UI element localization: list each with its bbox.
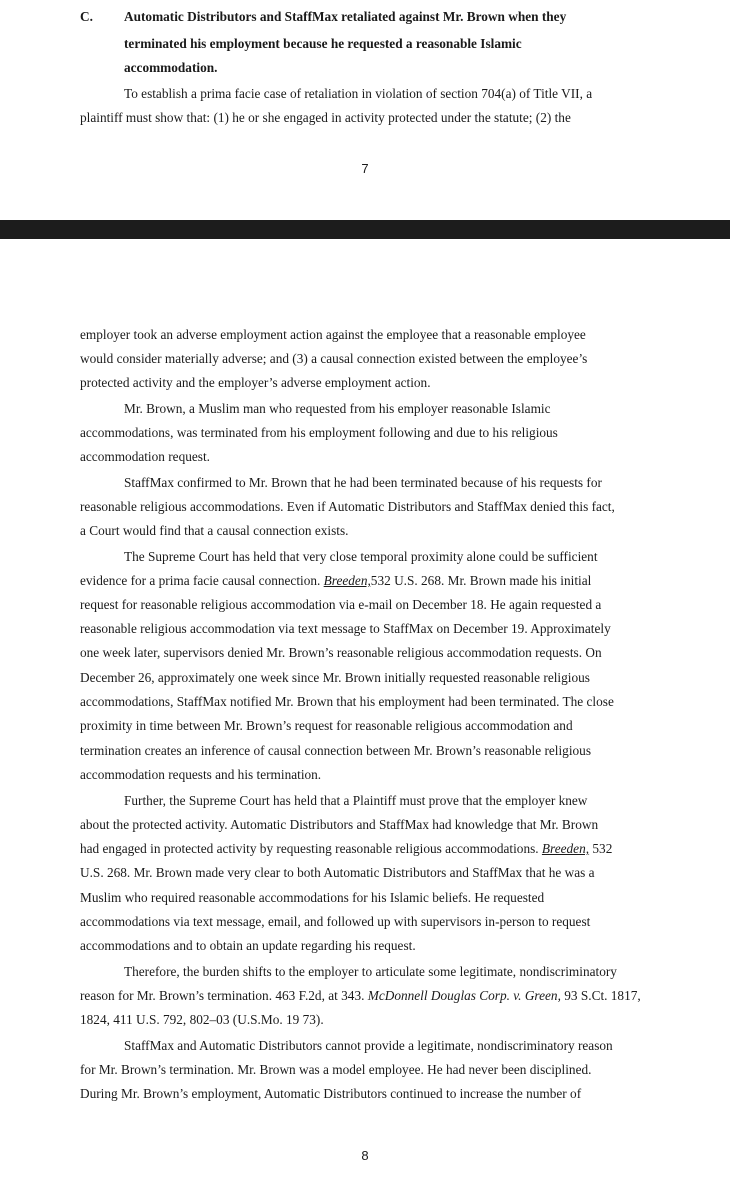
heading-line-1: Automatic Distributors and StaffMax retaliated against Mr. Brown when they [124,9,567,24]
body-line: plaintiff must show that: (1) he or she engaged in activity protected under the statute; (2) the [80,110,571,125]
body-line: accommodation requests and his termination. [80,767,322,782]
body-text: 532 U.S. 268. Mr. Brown made his initial [370,573,592,588]
body-line: To establish a prima facie case of retaliation in violation of section 704(a) of Title VII, a [124,86,593,101]
body-line: protected activity and the employer’s adverse employment action. [80,375,431,390]
body-line: StaffMax and Automatic Distributors cannot provide a legitimate, nondiscriminatory reason [124,1038,613,1053]
body-line: U.S. 268. Mr. Brown made very clear to both Automatic Distributors and StaffMax that he was a [80,865,595,880]
body-line: proximity in time between Mr. Brown’s request for reasonable religious accommodation and [80,718,573,733]
body-line: would consider materially adverse; and (3) a causal connection existed between the employee’s [80,351,588,366]
body-line: accommodation request. [80,449,210,464]
page-number: 7 [361,161,369,176]
body-line-with-citation [80,988,641,1004]
body-line: accommodations, was terminated from his employment following and due to his religious [80,425,558,440]
heading-line-3: accommodation. [124,60,218,75]
body-line: Muslim who required reasonable accommodations for his Islamic beliefs. He requested [80,890,545,905]
body-text: evidence for a prima facie causal connection. [80,573,321,588]
body-line: December 26, approximately one week since Mr. Brown initially requested reasonable religious [80,670,590,685]
body-line: accommodations, StaffMax notified Mr. Brown that his employment had been terminated. The close [80,694,614,709]
page-number: 8 [361,1148,369,1163]
body-line: for Mr. Brown’s termination. Mr. Brown was a model employee. He had never been disciplined. [80,1062,592,1077]
page-7 [0,0,730,220]
body-line-with-citation [80,841,612,857]
body-line: one week later, supervisors denied Mr. Brown’s reasonable religious accommodation requests. On [80,645,602,660]
case-citation: McDonnell Douglas Corp. v. Green, [367,988,561,1003]
body-line: request for reasonable religious accommodation via e-mail on December 18. He again requested a [80,597,602,612]
body-line-with-citation [80,573,591,589]
page-divider [0,220,730,239]
body-line: During Mr. Brown’s employment, Automatic Distributors continued to increase the number of [80,1086,582,1101]
body-text: 93 S.Ct. 1817, [564,988,641,1003]
body-line: reasonable religious accommodation via text message to StaffMax on December 19. Approximately [80,621,611,636]
body-line: 1824, 411 U.S. 792, 802–03 (U.S.Mo. 19 73). [80,1012,324,1027]
page-8 [0,239,730,1200]
body-line: a Court would find that a causal connection exists. [80,523,349,538]
body-text: 532 [592,841,613,856]
body-line: about the protected activity. Automatic Distributors and StaffMax had knowledge that Mr. Brown [80,817,599,832]
heading-line-2: terminated his employment because he requested a reasonable Islamic [124,36,522,51]
body-line: termination creates an inference of causal connection between Mr. Brown’s reasonable religious [80,743,591,758]
heading-letter: C. [80,9,93,24]
body-line: Mr. Brown, a Muslim man who requested from his employer reasonable Islamic [124,401,551,416]
case-citation: Breeden, [541,841,590,856]
body-line: accommodations and to obtain an update regarding his request. [80,938,416,953]
body-line: Further, the Supreme Court has held that a Plaintiff must prove that the employer knew [124,793,588,808]
body-text: reason for Mr. Brown’s termination. 463 F.2d, at 343. [80,988,365,1003]
body-line: accommodations via text message, email, and followed up with supervisors in-person to request [80,914,591,929]
case-citation: Breeden, [323,573,371,588]
body-line: Therefore, the burden shifts to the employer to articulate some legitimate, nondiscriminatory [124,964,617,979]
body-line: StaffMax confirmed to Mr. Brown that he had been terminated because of his requests for [124,475,602,490]
body-line: The Supreme Court has held that very close temporal proximity alone could be sufficient [124,549,598,564]
body-line: employer took an adverse employment action against the employee that a reasonable employee [80,327,586,342]
body-line: reasonable religious accommodations. Even if Automatic Distributors and StaffMax denied this fact, [80,499,615,514]
body-text: had engaged in protected activity by requesting reasonable religious accommodations. [80,841,539,856]
